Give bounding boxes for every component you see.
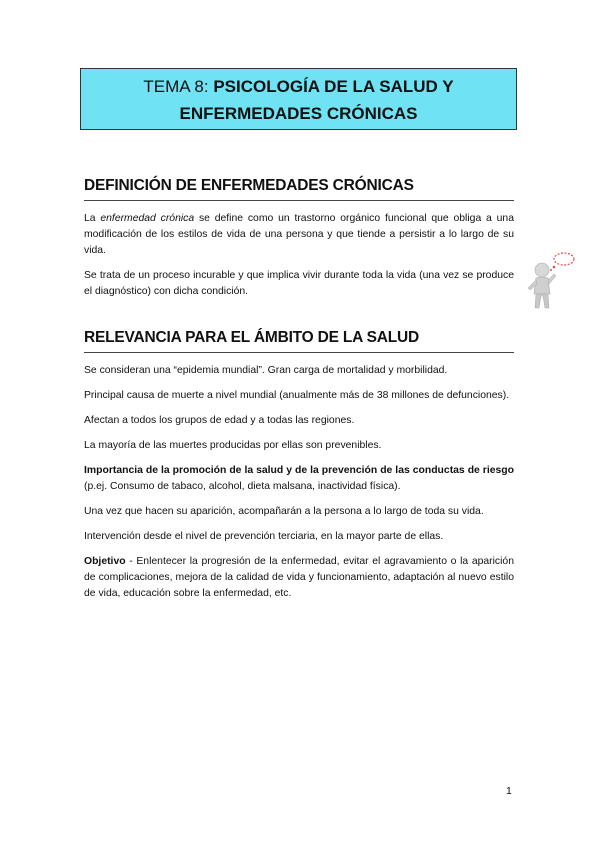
emphasis-text: enfermedad crónica: [100, 213, 195, 224]
text-span: (p.ej. Consumo de tabaco, alcohol, dieta malsana, inactividad física).: [84, 481, 401, 492]
paragraph: [84, 211, 514, 259]
paragraph: Principal causa de muerte a nivel mundial (anualmente más de 38 millones de defunciones).: [84, 390, 510, 401]
paragraph: Afectan a todos los grupos de edad y a todas las regiones.: [84, 415, 355, 426]
title-line-1: [81, 73, 516, 100]
page-number: 1: [506, 785, 512, 797]
paragraph: La mayoría de las muertes producidas por ellas son prevenibles.: [84, 440, 382, 451]
section-heading: RELEVANCIA PARA EL ÁMBITO DE LA SALUD: [84, 329, 514, 353]
paragraph: Intervención desde el nivel de prevención terciaria, en la mayor parte de ellas.: [84, 531, 444, 542]
title-text-1: PSICOLOGÍA DE LA SALUD Y: [213, 77, 454, 96]
title-line-2: ENFERMEDADES CRÓNICAS: [179, 104, 418, 123]
bold-text: Importancia de la promoción de la salud y de la prevención de las conductas de riesgo: [84, 465, 514, 476]
section-definicion: [84, 177, 514, 300]
title-number: TEMA 8:: [143, 77, 214, 96]
thinking-figure-icon: [524, 250, 576, 312]
paragraph: [84, 463, 514, 495]
paragraph: Se trata de un proceso incurable y que implica vivir durante toda la vida (una vez se produce el diagnóstico) con dicha condición.: [84, 270, 514, 297]
text-span: La: [84, 213, 101, 224]
text-span: se define como un trastorno orgánico funcional que obliga a una modificación de los estilos de vida de una persona y que tiende a persistir a lo largo de su vida.: [84, 213, 514, 256]
section-relevancia: [84, 329, 514, 602]
paragraph: Una vez que hacen su aparición, acompañarán a la persona a lo largo de toda su vida.: [84, 506, 484, 517]
paragraph: [84, 554, 514, 602]
title-box: [80, 68, 517, 130]
paragraph: Se consideran una “epidemia mundial”. Gran carga de mortalidad y morbilidad.: [84, 365, 448, 376]
section-heading: DEFINICIÓN DE ENFERMEDADES CRÓNICAS: [84, 177, 514, 201]
bold-text: Objetivo: [84, 556, 126, 567]
text-span: - Enlentecer la progresión de la enfermedad, evitar el agravamiento o la aparición de complicaciones, mejora de la calidad de vida y funcionamiento, adaptación al nuevo estilo de vida, educación sobre la enfermedad, etc.: [84, 556, 514, 599]
